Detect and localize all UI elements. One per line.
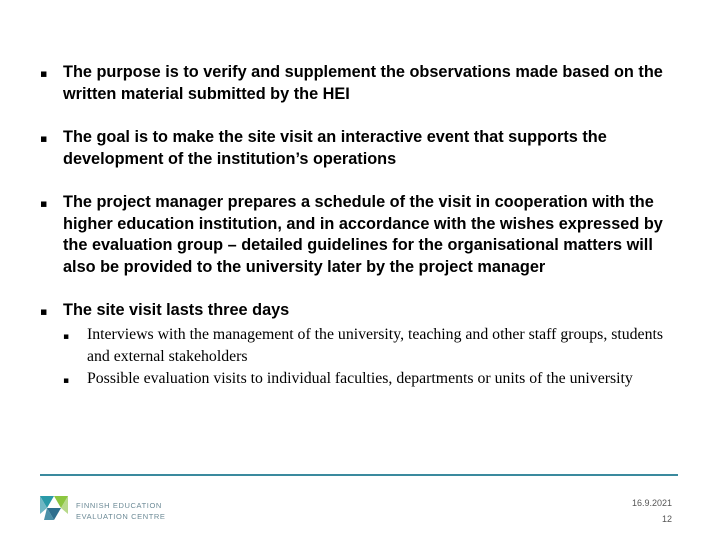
sub-bullet-marker: ▪ bbox=[63, 331, 70, 342]
logo-text bbox=[76, 500, 166, 522]
bullet-text: The project manager prepares a schedule of the visit in cooperation with the higher education institution, and in accordance with the wishes expressed by the evaluation group – detailed guidelines for the organisational matters will also be provided to the university later by the project manager bbox=[63, 193, 663, 276]
logo-mark-icon bbox=[36, 492, 72, 528]
footer-divider bbox=[40, 474, 678, 476]
footer-meta bbox=[632, 495, 672, 527]
bullet-item bbox=[40, 62, 680, 105]
logo-line-2: EVALUATION CENTRE bbox=[76, 512, 166, 521]
bullet-marker: ▪ bbox=[40, 132, 48, 145]
logo-line-1: FINNISH EDUCATION bbox=[76, 501, 162, 510]
sub-bullet-text: Possible evaluation visits to individual faculties, departments or units of the university bbox=[87, 369, 633, 387]
footer-date: 16.9.2021 bbox=[631, 498, 672, 508]
sub-bullet-list bbox=[63, 324, 680, 390]
sub-bullet-marker: ▪ bbox=[63, 375, 70, 386]
bullet-item bbox=[40, 127, 680, 170]
bullet-text: The purpose is to verify and supplement the observations made based on the written material submitted by the HEI bbox=[63, 63, 663, 103]
bullet-marker: ▪ bbox=[40, 67, 48, 80]
page-number: 12 bbox=[661, 514, 672, 524]
bullet-text: The goal is to make the site visit an interactive event that supports the development of the institution’s operations bbox=[63, 128, 607, 168]
bullet-text: The site visit lasts three days bbox=[63, 301, 290, 319]
sub-bullet-item bbox=[63, 368, 680, 390]
bullet-marker: ▪ bbox=[40, 197, 48, 210]
bullet-item bbox=[40, 192, 680, 278]
bullet-marker: ▪ bbox=[40, 305, 48, 318]
bullet-list bbox=[40, 62, 680, 390]
organization-logo bbox=[36, 492, 186, 528]
sub-bullet-text: Interviews with the management of the university, teaching and other staff groups, students and external stakeholders bbox=[87, 325, 663, 365]
sub-bullet-item bbox=[63, 324, 680, 368]
bullet-item bbox=[40, 300, 680, 390]
